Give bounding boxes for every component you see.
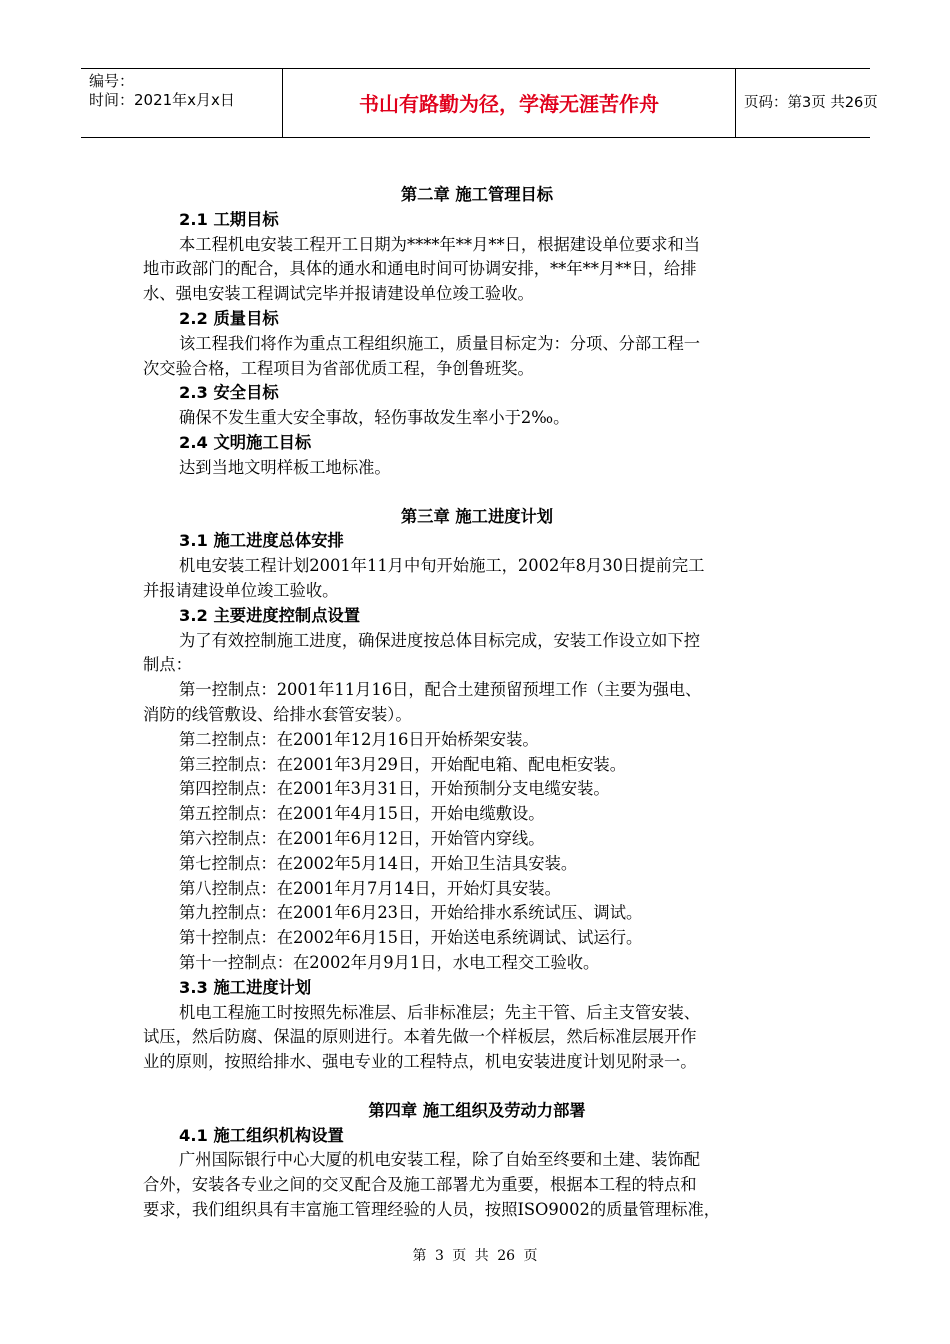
section-heading: 4.1 施工组织机构设置	[179, 1125, 344, 1145]
paragraph-line: 为了有效控制施工进度，确保进度按总体目标完成，安装工作设立如下控	[179, 630, 701, 650]
chapter-title: 第四章 施工组织及劳动力部署	[368, 1100, 586, 1120]
header-right-cell	[736, 69, 878, 137]
control-point-line: 第七控制点：在2002年5月14日，开始卫生洁具安装。	[179, 853, 578, 873]
control-point-line: 消防的线管敷设、给排水套管安装）。	[143, 704, 412, 724]
control-point-line: 第四控制点：在2001年3月31日，开始预制分支电缆安装。	[179, 779, 610, 799]
paragraph-line: 制点：	[143, 655, 192, 675]
header-page-info: 页码：第3页 共26页	[744, 95, 878, 111]
control-point-line: 第一控制点：2001年11月16日，配合土建预留预埋工作（主要为强电、	[179, 680, 702, 700]
paragraph-line: 次交验合格，工程项目为省部优质工程，争创鲁班奖。	[143, 358, 534, 378]
section-heading: 2.1 工期目标	[179, 209, 279, 229]
control-point-line: 第三控制点：在2001年3月29日，开始配电箱、配电柜安装。	[179, 754, 626, 774]
section-heading: 3.3 施工进度计划	[179, 977, 312, 997]
header-table	[81, 68, 878, 138]
chapter-title: 第二章 施工管理目标	[400, 185, 554, 204]
paragraph-line: 本工程机电安装工程开工日期为****年**月**日，根据建设单位要求和当	[179, 234, 701, 254]
control-point-line: 第二控制点：在2001年12月16日开始桥架安装。	[179, 729, 539, 749]
number-label: 编号：	[89, 72, 135, 90]
spacer	[143, 481, 811, 505]
page-footer: 第 3 页 共 26 页	[412, 1248, 538, 1264]
control-point-line: 第九控制点：在2001年6月23日，开始给排水系统试压、调试。	[179, 903, 643, 923]
paragraph-line: 业的原则，按照给排水、强电专业的工程特点，机电安装进度计划见附录一。	[143, 1052, 697, 1072]
section-heading: 2.2 质量目标	[179, 308, 279, 328]
section-heading: 3.2 主要进度控制点设置	[179, 605, 361, 625]
paragraph-line: 试压，然后防腐、保温的原则进行。本着先做一个样板层，然后标准层展开作	[143, 1027, 697, 1047]
section-heading: 3.1 施工进度总体安排	[179, 531, 344, 551]
paragraph-line: 合外，安装各专业之间的交叉配合及施工部署尤为重要，根据本工程的特点和	[143, 1175, 697, 1195]
control-point-line: 第十控制点：在2002年6月15日，开始送电系统调试、试运行。	[179, 928, 643, 948]
control-point-line: 第五控制点：在2001年4月15日，开始电缆敷设。	[179, 804, 545, 824]
paragraph-line: 该工程我们将作为重点工程组织施工，质量目标定为：分项、分部工程一	[179, 333, 701, 353]
control-point-line: 第八控制点：在2001年月7月14日，开始灯具安装。	[179, 878, 561, 898]
paragraph-line: 并报请建设单位竣工验收。	[143, 580, 339, 600]
section-heading: 2.4 文明施工目标	[179, 432, 312, 452]
document-body	[143, 183, 811, 1223]
control-point-line: 第六控制点：在2001年6月12日，开始管内穿线。	[179, 828, 545, 848]
paragraph-line: 广州国际银行中心大厦的机电安装工程，除了自始至终要和土建、装饰配	[179, 1150, 701, 1170]
paragraph-line: 地市政部门的配合，具体的通水和通电时间可协调安排，**年**月**日，给排	[143, 259, 697, 279]
paragraph-line: 确保不发生重大安全事故，轻伤事故发生率小于2‰。	[179, 408, 570, 428]
section-heading: 2.3 安全目标	[179, 383, 279, 403]
paragraph-line: 机电安装工程计划2001年11月中旬开始施工，2002年8月30日提前完工	[179, 556, 705, 576]
paragraph-line: 机电工程施工时按照先标准层、后非标准层；先主干管、后主支管安装、	[179, 1002, 701, 1022]
paragraph-line: 达到当地文明样板工地标准。	[179, 457, 391, 477]
paragraph-line: 水、强电安装工程调试完毕并报请建设单位竣工验收。	[143, 284, 534, 304]
motto: 书山有路勤为径，学海无涯苦作舟	[359, 92, 659, 116]
spacer	[143, 1075, 811, 1099]
header-center-cell	[282, 69, 736, 137]
header-left-cell	[81, 69, 282, 137]
paragraph-line: 要求，我们组织具有丰富施工管理经验的人员，按照ISO9002的质量管理标准，	[143, 1200, 721, 1220]
chapter-title: 第三章 施工进度计划	[400, 506, 554, 526]
time-label: 时间：2021年x月x日	[89, 91, 235, 109]
control-point-line: 第十一控制点：在2002年月9月1日，水电工程交工验收。	[179, 952, 600, 972]
